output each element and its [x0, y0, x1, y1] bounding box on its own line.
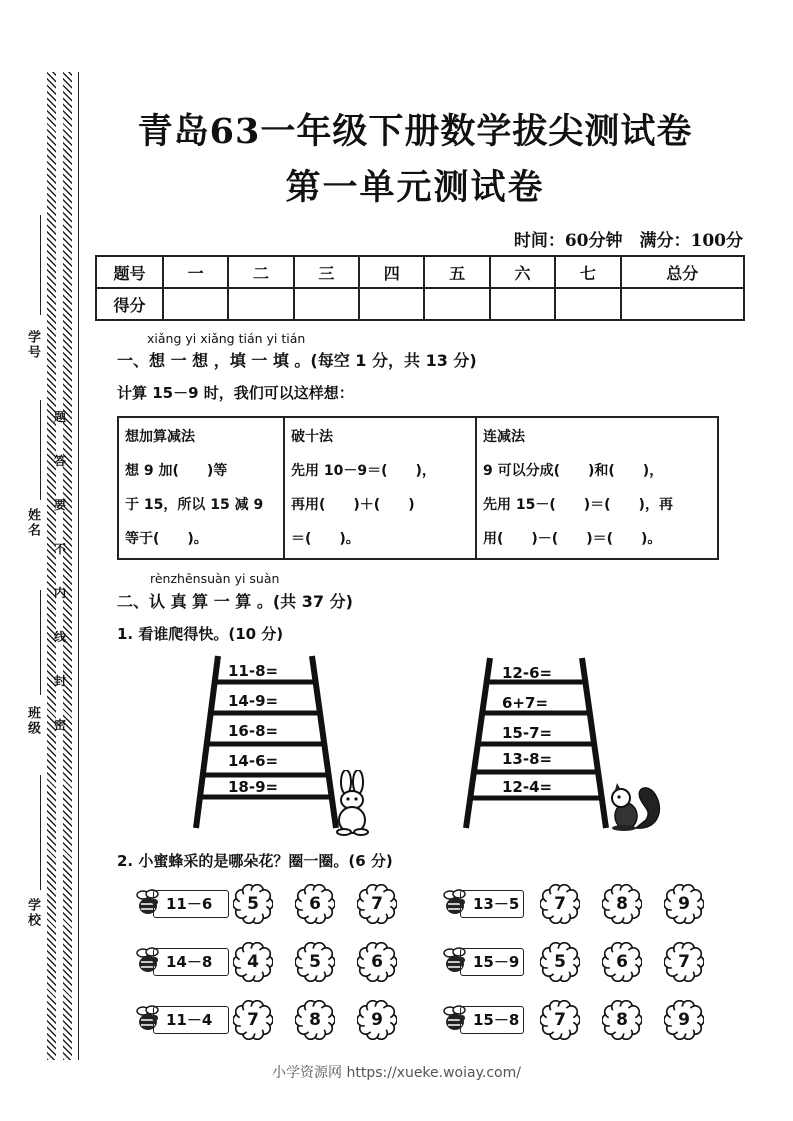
- score-header-cell: 总分: [621, 256, 744, 288]
- flower-number: 6: [309, 894, 321, 914]
- bee-question: [440, 884, 710, 928]
- flower-number: 5: [554, 952, 566, 972]
- bee-expression: 11－4: [153, 1006, 229, 1034]
- bee-question: [440, 1000, 710, 1044]
- score-cell[interactable]: [294, 288, 359, 320]
- student-id-label: 学号: [25, 330, 40, 360]
- student-id-blank: [40, 215, 41, 315]
- page-title: 青岛63一年级下册数学拔尖测试卷: [137, 111, 693, 152]
- seal-char: 要: [53, 498, 66, 512]
- score-table: [95, 255, 745, 321]
- method-line[interactable]: 再用( )＋( ): [291, 497, 415, 513]
- method-line[interactable]: 于 15，所以 15 减 9: [125, 497, 264, 513]
- score-header-cell: 三: [294, 256, 359, 288]
- section2-pinyin: rènzhēnsuàn yi suàn: [150, 571, 280, 586]
- flower-number: 4: [247, 952, 259, 972]
- flower-option[interactable]: [540, 884, 580, 924]
- score-header-cell: 题号: [96, 256, 163, 288]
- seal-char: 线: [53, 630, 66, 644]
- question-1: 1. 看谁爬得快。(10 分): [117, 625, 284, 643]
- score-header-cell: 二: [228, 256, 293, 288]
- page-subtitle: 第一单元测试卷: [285, 167, 545, 208]
- method-line[interactable]: 先用 10－9＝( )，: [291, 463, 436, 479]
- score-header-cell: 六: [490, 256, 555, 288]
- flower-number: 7: [371, 894, 383, 914]
- method-cell-break-ten: [284, 417, 476, 559]
- rabbit-icon: [330, 770, 374, 836]
- section2-heading: 二、认 真 算 一 算 。(共 37 分): [117, 592, 353, 611]
- seal-char: 题: [53, 410, 66, 424]
- name-label: 姓名: [25, 508, 40, 538]
- flower-option[interactable]: [664, 942, 704, 982]
- flower-option[interactable]: [357, 942, 397, 982]
- binding-line: [78, 72, 79, 1060]
- score-input-row: [96, 288, 744, 320]
- binding-hatch-left: [47, 72, 56, 1060]
- score-cell[interactable]: [228, 288, 293, 320]
- flower-option[interactable]: [602, 942, 642, 982]
- bee-expression: 11－6: [153, 890, 229, 918]
- flower-number: 7: [678, 952, 690, 972]
- method-title: 连减法: [483, 429, 525, 445]
- binding-hatch-right: [63, 72, 72, 1060]
- bee-expression: 14－8: [153, 948, 229, 976]
- bee-question: [133, 1000, 403, 1044]
- flower-option[interactable]: [357, 884, 397, 924]
- method-line[interactable]: 用( )－( )＝( )。: [483, 531, 662, 547]
- bee-question: [133, 942, 403, 986]
- seal-char: 密: [53, 718, 66, 732]
- score-row-label: 得分: [96, 288, 163, 320]
- flower-number: 7: [554, 894, 566, 914]
- score-cell[interactable]: [359, 288, 424, 320]
- flower-option[interactable]: [664, 1000, 704, 1040]
- flower-option[interactable]: [233, 884, 273, 924]
- question-2: 2. 小蜜蜂采的是哪朵花？圈一圈。(6 分): [117, 852, 393, 870]
- section1-heading: 一、想 一 想 ，填 一 填 。(每空 1 分，共 13 分): [117, 351, 477, 370]
- ladder-right-equation[interactable]: 15-7=: [502, 724, 553, 742]
- flower-number: 8: [309, 1010, 321, 1030]
- ladder-left-equation[interactable]: 16-8=: [228, 722, 279, 740]
- score-header-cell: 五: [424, 256, 489, 288]
- ladder-left-equation[interactable]: 14-9=: [228, 692, 279, 710]
- flower-option[interactable]: [233, 942, 273, 982]
- flower-option[interactable]: [602, 884, 642, 924]
- score-cell[interactable]: [555, 288, 620, 320]
- section1-intro: 计算 15－9 时，我们可以这样想：: [117, 384, 354, 402]
- flower-number: 5: [247, 894, 259, 914]
- flower-option[interactable]: [295, 1000, 335, 1040]
- method-table: [117, 416, 719, 560]
- flower-option[interactable]: [664, 884, 704, 924]
- flower-option[interactable]: [540, 942, 580, 982]
- score-header-cell: 七: [555, 256, 620, 288]
- seal-char: 不: [53, 542, 66, 556]
- score-header-row: [96, 256, 744, 288]
- bee-question: [440, 942, 710, 986]
- flower-option[interactable]: [295, 942, 335, 982]
- method-line[interactable]: 先用 15－( )＝( )，再: [483, 497, 673, 513]
- flower-option[interactable]: [295, 884, 335, 924]
- method-title: 破十法: [291, 429, 333, 445]
- ladder-right-equation[interactable]: 12-6=: [502, 664, 553, 682]
- flower-number: 9: [678, 894, 690, 914]
- flower-number: 9: [678, 1010, 690, 1030]
- flower-number: 8: [616, 894, 628, 914]
- seal-char: 封: [53, 674, 66, 688]
- flower-option[interactable]: [540, 1000, 580, 1040]
- flower-number: 6: [616, 952, 628, 972]
- ladder-left-equation[interactable]: 18-9=: [228, 778, 279, 796]
- flower-option[interactable]: [233, 1000, 273, 1040]
- ladder-right-equation[interactable]: 12-4=: [502, 778, 553, 796]
- seal-char: 答: [53, 454, 66, 468]
- squirrel-icon: [606, 780, 664, 832]
- flower-number: 8: [616, 1010, 628, 1030]
- score-cell[interactable]: [490, 288, 555, 320]
- flower-number: 7: [247, 1010, 259, 1030]
- class-label: 班级: [25, 706, 40, 736]
- ladder-right-equation[interactable]: 13-8=: [502, 750, 553, 768]
- section1-pinyin: xiǎng yi xiǎng tián yi tián: [147, 331, 306, 346]
- score-cell[interactable]: [621, 288, 744, 320]
- flower-number: 5: [309, 952, 321, 972]
- exam-info: 时间：60分钟 满分：100分: [513, 231, 743, 251]
- method-line[interactable]: 9 可以分成( )和( )，: [483, 463, 664, 479]
- method-title: 想加算减法: [125, 429, 195, 445]
- score-header-cell: 一: [163, 256, 228, 288]
- method-cell-continuous-subtract: [476, 417, 718, 559]
- flower-number: 9: [371, 1010, 383, 1030]
- ladder-left-equation[interactable]: 14-6=: [228, 752, 279, 770]
- school-label: 学校: [25, 898, 40, 928]
- bee-expression: 15－8: [460, 1006, 524, 1034]
- score-cell[interactable]: [424, 288, 489, 320]
- bee-question: [133, 884, 403, 928]
- class-blank: [40, 590, 41, 695]
- seal-char: 内: [53, 586, 66, 600]
- method-line[interactable]: ＝( )。: [291, 531, 360, 547]
- method-cell-add-to-subtract: [118, 417, 284, 559]
- method-line[interactable]: 等于( )。: [125, 531, 208, 547]
- score-header-cell: 四: [359, 256, 424, 288]
- ladder-left-equation[interactable]: 11-8=: [228, 662, 279, 680]
- flower-option[interactable]: [357, 1000, 397, 1040]
- school-blank: [40, 775, 41, 890]
- method-line[interactable]: 想 9 加( )等: [125, 463, 228, 479]
- ladder-right-equation[interactable]: 6+7=: [502, 694, 549, 712]
- bee-expression: 15－9: [460, 948, 524, 976]
- name-blank: [40, 400, 41, 500]
- footer-watermark: 小学资源网 https://xueke.woiay.com/: [272, 1065, 521, 1081]
- bee-expression: 13－5: [460, 890, 524, 918]
- score-cell[interactable]: [163, 288, 228, 320]
- flower-option[interactable]: [602, 1000, 642, 1040]
- flower-number: 7: [554, 1010, 566, 1030]
- flower-number: 6: [371, 952, 383, 972]
